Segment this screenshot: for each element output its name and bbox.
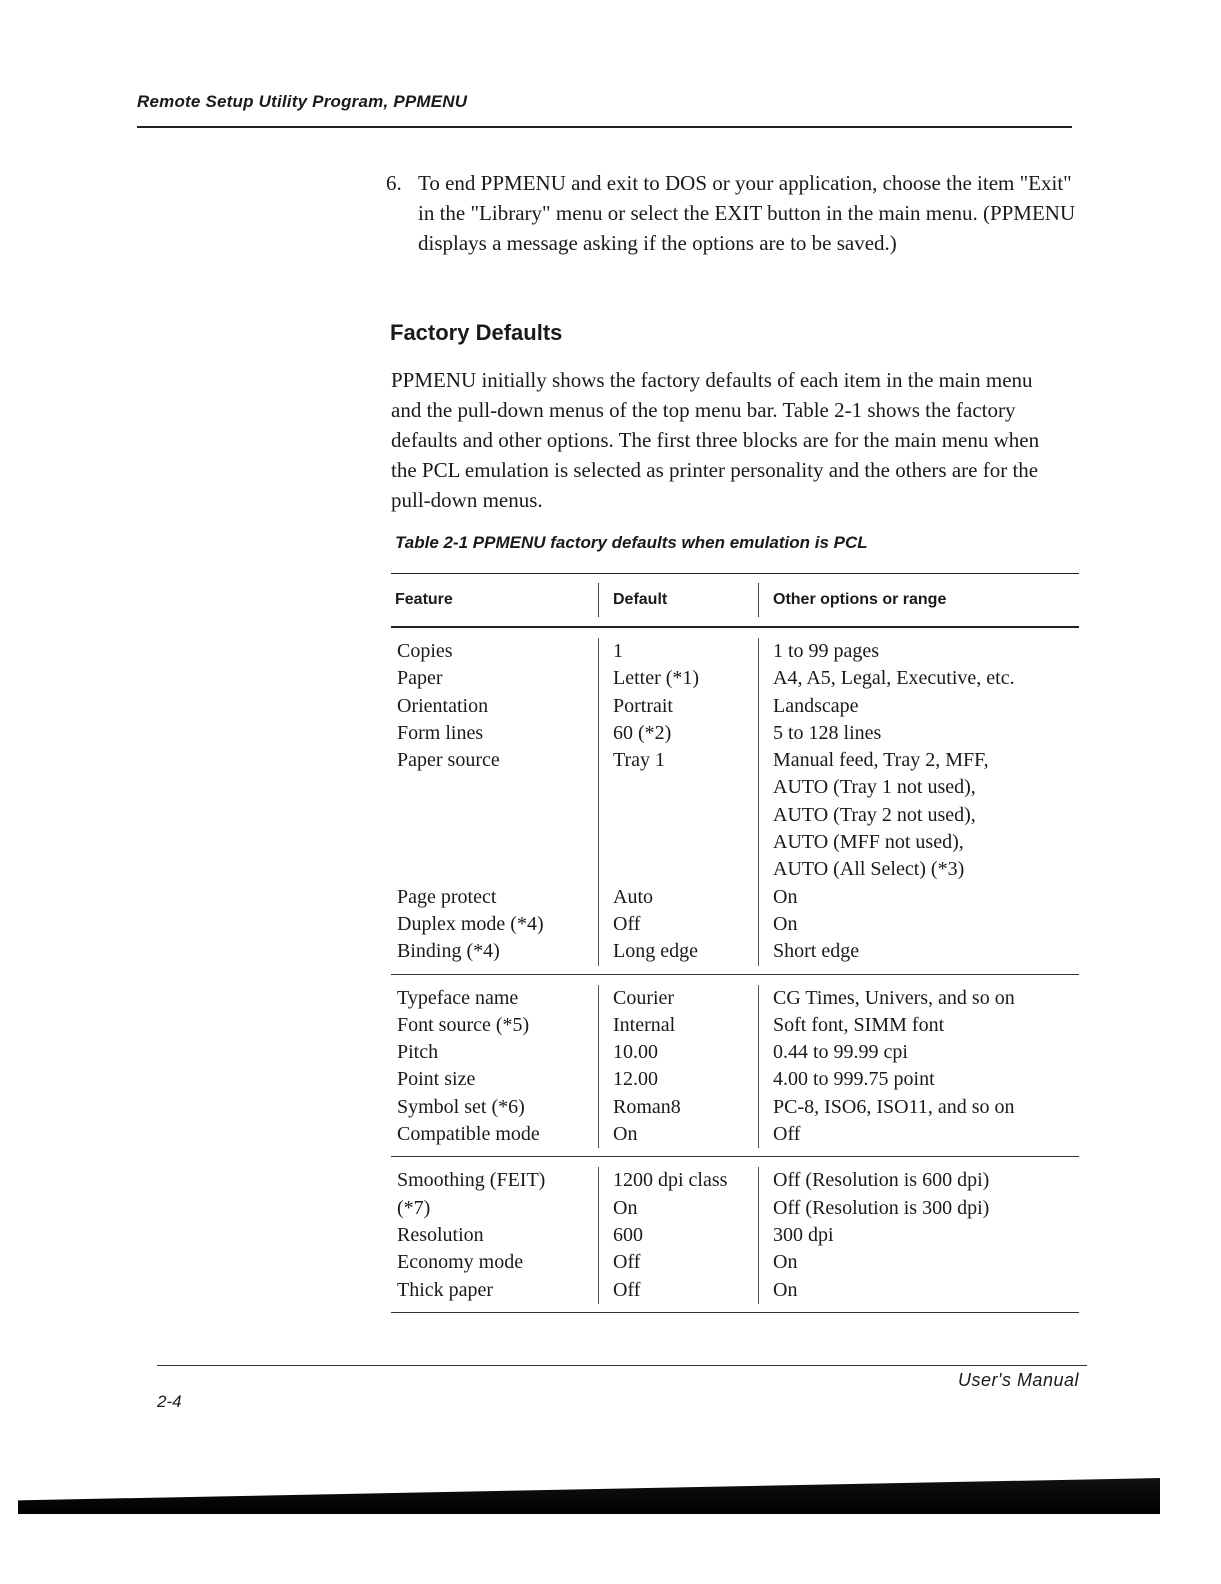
cell-default: Auto	[613, 885, 653, 908]
cell-default: Roman8	[613, 1095, 681, 1118]
cell-other: Short edge	[773, 940, 860, 963]
cell-feature: Point size	[397, 1068, 476, 1091]
cell-other: On	[773, 1278, 798, 1301]
cell-default: Letter (*1)	[613, 667, 700, 690]
cell-other: Off	[773, 1123, 801, 1146]
cell-other: CG Times, Univers, and so on	[773, 986, 1015, 1009]
cell-feature: Binding (*4)	[397, 940, 500, 963]
cell-default: Tray 1	[613, 749, 666, 772]
page-number: 2-4	[157, 1392, 182, 1411]
cell-default: Off	[613, 1278, 641, 1301]
cell-feature: Pitch	[397, 1041, 439, 1064]
cell-feature: Resolution	[397, 1223, 484, 1246]
intro-paragraph: PPMENU initially shows the factory defaults of each item in the main menu and the pull-down menus of the top menu bar. Table 2-1 shows the factory defaults and other options. The first three blocks are for the main menu when the PCL emulation is selected as printer personality and the others are for the pull-down menus.	[391, 368, 1040, 512]
column-feature	[391, 1167, 598, 1303]
column-other	[758, 1167, 1079, 1303]
running-header: Remote Setup Utility Program, PPMENU	[137, 92, 468, 111]
cell-other: 4.00 to 999.75 point	[773, 1068, 935, 1091]
cell-default: On	[613, 1196, 638, 1219]
column-other	[758, 638, 1079, 966]
cell-default	[613, 856, 758, 883]
cell-other: AUTO (All Select) (*3)	[773, 858, 965, 881]
cell-other: AUTO (MFF not used),	[773, 831, 964, 854]
cell-default: 60 (*2)	[613, 721, 672, 744]
header-other: Other options or range	[758, 583, 1079, 617]
cell-default: Portrait	[613, 694, 673, 717]
cell-default: Internal	[613, 1013, 676, 1036]
cell-default: 1	[613, 640, 623, 662]
cell-default: 600	[613, 1223, 643, 1246]
column-other	[758, 985, 1079, 1149]
column-default	[598, 985, 758, 1149]
column-default	[598, 1167, 758, 1303]
cell-default: Long edge	[613, 940, 698, 963]
cell-feature: Font source (*5)	[397, 1013, 530, 1036]
step-text: To end PPMENU and exit to DOS or your application, choose the item "Exit" in the "Library" menu or select the EXIT button in the main menu. (PPMENU displays a message asking if the options are to be saved.)	[418, 171, 1076, 255]
cell-feature: Copies	[397, 640, 453, 662]
cell-other: 300 dpi	[773, 1223, 834, 1246]
cell-other: On	[773, 1251, 798, 1274]
cell-other: Landscape	[773, 694, 859, 717]
cell-feature: Paper	[397, 667, 443, 690]
cell-default: On	[613, 1123, 638, 1146]
table-header-row	[391, 574, 1079, 628]
cell-other: AUTO (Tray 2 not used),	[773, 803, 976, 826]
header-default: Default	[598, 583, 758, 617]
cell-feature	[397, 829, 598, 856]
header-rule	[137, 126, 1072, 128]
cell-other: On	[773, 885, 798, 908]
cell-other: Soft font, SIMM font	[773, 1013, 945, 1036]
cell-other: Off (Resolution is 300 dpi)	[773, 1196, 990, 1219]
manual-title: User's Manual	[958, 1370, 1079, 1390]
column-feature	[391, 985, 598, 1149]
cell-default: 12.00	[613, 1068, 658, 1091]
cell-feature: Symbol set (*6)	[397, 1095, 525, 1118]
cell-other: 5 to 128 lines	[773, 721, 882, 744]
step-6-paragraph	[386, 168, 1076, 258]
cell-default: Off	[613, 1251, 641, 1274]
cell-default	[613, 774, 758, 801]
table-block	[391, 975, 1079, 1158]
cell-other: Off (Resolution is 600 dpi)	[773, 1169, 990, 1192]
cell-default	[613, 829, 758, 856]
cell-feature: (*7)	[397, 1196, 431, 1219]
cell-feature: Typeface name	[397, 986, 519, 1009]
section-heading: Factory Defaults	[390, 320, 563, 345]
cell-feature: Orientation	[397, 694, 489, 717]
cell-default: Off	[613, 912, 641, 935]
cell-feature: Duplex mode (*4)	[397, 912, 544, 935]
cell-feature	[397, 856, 598, 883]
cell-feature: Smoothing (FEIT)	[397, 1169, 546, 1192]
footer-rule	[157, 1365, 1087, 1366]
cell-feature: Paper source	[397, 749, 500, 772]
table-block	[391, 628, 1079, 975]
cell-default	[613, 802, 758, 829]
cell-feature: Thick paper	[397, 1278, 494, 1301]
table-caption: Table 2-1 PPMENU factory defaults when emulation is PCL	[395, 533, 868, 552]
cell-feature	[397, 802, 598, 829]
cell-default: 10.00	[613, 1041, 658, 1064]
cell-feature	[397, 774, 598, 801]
step-number: 6.	[386, 171, 402, 195]
table-block	[391, 1157, 1079, 1312]
cell-other: AUTO (Tray 1 not used),	[773, 776, 976, 799]
cell-feature: Economy mode	[397, 1251, 524, 1274]
cell-other: On	[773, 912, 798, 935]
cell-feature: Form lines	[397, 721, 484, 744]
cell-feature: Compatible mode	[397, 1123, 540, 1146]
defaults-table	[391, 573, 1079, 1313]
cell-other: A4, A5, Legal, Executive, etc.	[773, 667, 1015, 690]
table-body	[391, 628, 1079, 1313]
header-feature: Feature	[395, 591, 453, 608]
cell-default: Courier	[613, 986, 675, 1009]
column-feature	[391, 638, 598, 966]
cell-other: Manual feed, Tray 2, MFF,	[773, 749, 989, 772]
cell-other: 1 to 99 pages	[773, 640, 880, 662]
scan-edge-bar	[18, 1478, 1160, 1514]
cell-default: 1200 dpi class	[613, 1169, 728, 1192]
column-default	[598, 638, 758, 966]
cell-feature: Page protect	[397, 885, 497, 908]
cell-other: 0.44 to 99.99 cpi	[773, 1041, 908, 1064]
cell-other: PC-8, ISO6, ISO11, and so on	[773, 1095, 1015, 1118]
